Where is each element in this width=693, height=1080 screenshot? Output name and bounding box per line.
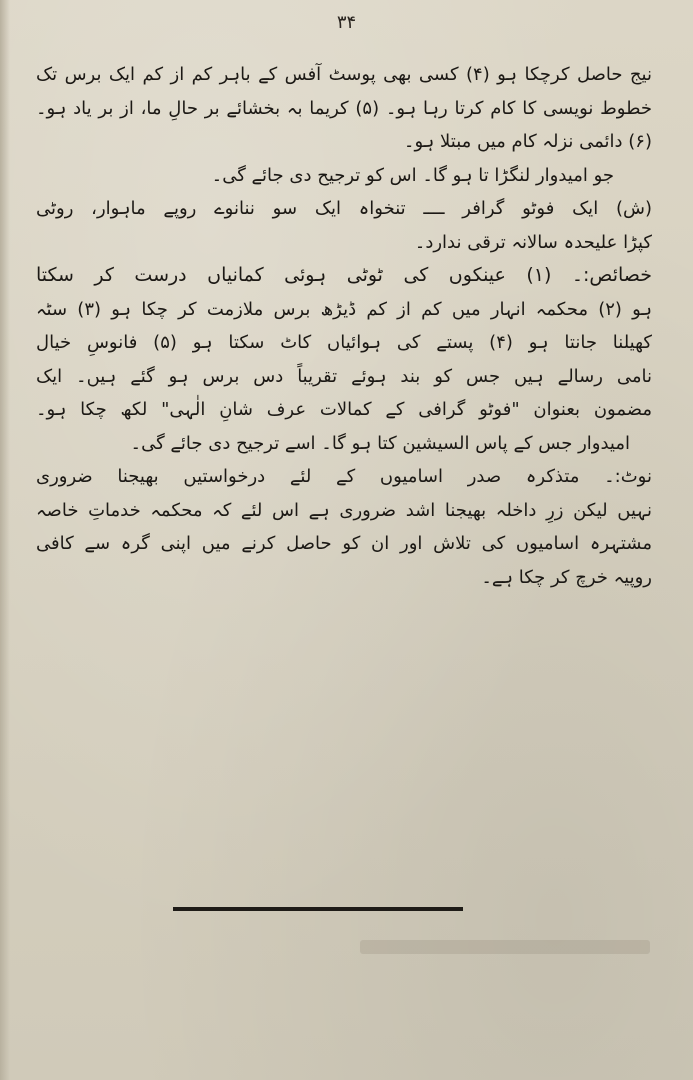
text-line: روپیہ خرچ کر چکا ہے۔ bbox=[481, 566, 652, 588]
text-line: مضمون بعنوان "فوٹو گرافی کے کمالات عرف شانِ الٰہی" لکھ چکا ہو۔ bbox=[36, 399, 652, 420]
text-line: نہیں لیکن زرِ داخلہ بھیجنا اشد ضروری ہے اس لئے کہ محکمہ خدماتِ خاصہ bbox=[36, 499, 652, 521]
body-text bbox=[36, 58, 652, 594]
text-line: مشتہرہ اسامیوں کی تلاش اور ان کو حاصل کرنے میں اپنی گرہ سے کافی bbox=[36, 533, 652, 554]
text-line: کپڑا علیحدہ سالانہ ترقی ندارد۔ bbox=[414, 231, 652, 253]
text-line-note: نوٹ:۔ متذکرہ صدر اسامیوں کے لئے درخواستیں بھیجنا ضروری bbox=[36, 466, 652, 487]
text-line: خطوط نویسی کا کام کرتا رہا ہو۔ (۵) کریما بہ بخشائے بر حالِ ما، از بر یاد ہو۔ bbox=[36, 97, 652, 119]
show-through-smudge bbox=[360, 940, 650, 954]
text-line-features: خصائص:۔ (۱) عینکوں کی ٹوٹی ہوئی کمانیاں درست کر سکتا bbox=[36, 264, 652, 286]
text-line: ہو (۲) محکمہ انہار میں کم از کم ڈیڑھ برس ملازمت کر چکا ہو (۳) سٹہ bbox=[36, 298, 652, 320]
text-line: (۶) دائمی نزلہ کام میں مبتلا ہو۔ bbox=[403, 131, 652, 152]
text-line: جو امیدوار لنگڑا تا ہو گا۔ اس کو ترجیح دی جائے گی۔ bbox=[211, 164, 614, 186]
page-binding-shadow bbox=[0, 0, 10, 1080]
text-line: نیج حاصل کرچکا ہو (۴) کسی بھی پوسٹ آفس کے باہر کم از کم ایک برس تک bbox=[36, 64, 652, 85]
text-line: نامی رسالے ہیں جس کو بند ہوئے تقریباً دس برس ہو گئے ہیں۔ ایک bbox=[36, 365, 652, 387]
end-rule bbox=[173, 907, 463, 911]
text-line: (ش) ایک فوٹو گرافر ــــ تنخواہ ایک سو ننانوے روپے ماہوار، روٹی bbox=[36, 198, 652, 219]
page-number: ۳۴ bbox=[336, 12, 357, 33]
text-line: امیدوار جس کے پاس السیشین کتا ہو گا۔ اسے ترجیح دی جائے گی۔ bbox=[130, 432, 630, 454]
text-line: کھیلنا جانتا ہو (۴) پستے کی ہوائیاں کاٹ سکتا ہو (۵) فانوسِ خیال bbox=[36, 332, 652, 353]
